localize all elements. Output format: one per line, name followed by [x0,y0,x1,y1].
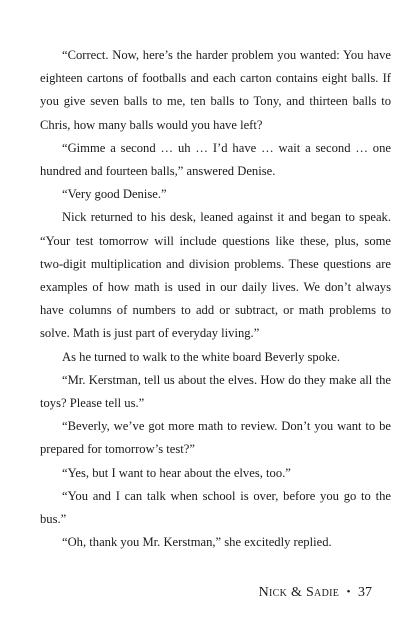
paragraph: “Yes, but I want to hear about the elves, too.” [62,465,291,480]
footer-separator: • [346,586,351,598]
paragraph: As he turned to walk to the white board Beverly spoke. [62,349,341,364]
body-text [40,44,391,554]
paragraph: “Mr. Kerstman, tell us about the elves. How do they make all the toys? Please tell us.” [40,372,391,411]
page-number: 37 [358,585,372,600]
paragraph: “Very good Denise.” [62,187,167,202]
paragraph: “Oh, thank you Mr. Kerstman,” she excitedly replied. [62,535,332,550]
paragraph: “You and I can talk when school is over, before you go to the bus.” [40,488,391,527]
book-title: Nick & Sadie [258,585,340,600]
paragraph: “Gimme a second … uh … I’d have … wait a second … one hundred and fourteen balls,” answered Denise. [40,140,391,179]
paragraph: “Correct. Now, here’s the harder problem you wanted: You have eighteen cartons of footballs and each carton contains eight balls. If you give seven balls to me, ten balls to Tony, and thirteen balls to Chris, how many balls would you have left? [40,48,391,132]
paragraph: Nick returned to his desk, leaned against it and began to speak. “Your test tomorrow will include questions like these, plus, some two-digit multiplication and division problems. These questions are examples of how math is used in our daily lives. We don’t always have columns of numbers to add or subtract, or math problems to solve. Math is just part of everyday living.” [40,210,391,341]
running-footer [0,585,372,601]
paragraph: “Beverly, we’ve got more math to review. Don’t you want to be prepared for tomorrow’s test?” [40,419,391,457]
